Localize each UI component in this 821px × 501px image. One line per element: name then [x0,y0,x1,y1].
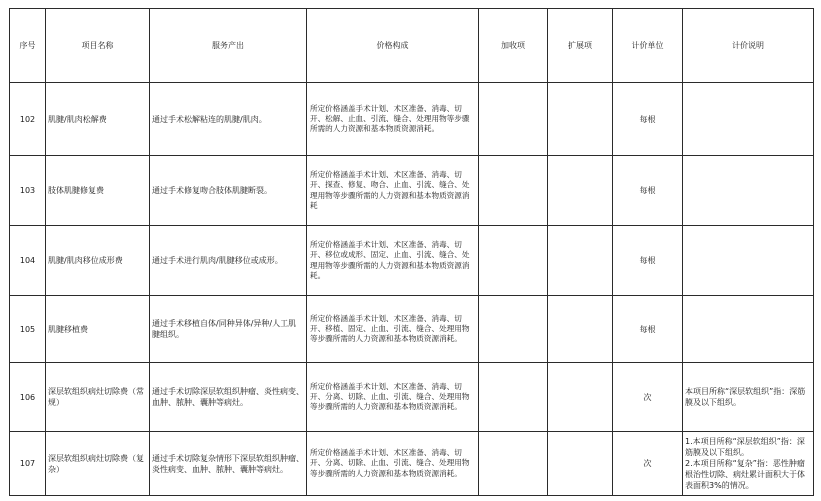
item-name: 肢体肌腱修复费 [46,156,150,226]
header-cell: 扩展项 [548,9,613,83]
extension-cell [548,83,613,156]
price-composition: 所定价格涵盖手术计划、术区准备、消毒、切开、松解、止血、引流、缝合、处理用物等步骤所需的人力资源和基本物质资源消耗。 [307,83,479,156]
surcharge-cell [479,156,548,226]
extension-cell [548,432,613,496]
pricing-note [683,363,814,432]
extension-cell [548,363,613,432]
table-row [10,296,814,363]
service-output: 通过手术切除复杂情形下深层软组织肿瘤、炎性病变、血肿、脓肿、囊肿等病灶。 [150,432,307,496]
service-output: 通过手术进行肌肉/肌腱移位或成形。 [150,226,307,296]
surcharge-cell [479,296,548,363]
service-output: 通过手术切除深层软组织肿瘤、炎性病变、血肿、脓肿、囊肿等病灶。 [150,363,307,432]
item-name: 深层软组织病灶切除费（复杂） [46,432,150,496]
table-row [10,363,814,432]
price-composition: 所定价格涵盖手术计划、术区准备、消毒、切开、移位或成形、固定、止血、引流、缝合、处理用物等步骤所需的人力资源和基本物质资源消耗。 [307,226,479,296]
extension-cell [548,156,613,226]
surcharge-cell [479,432,548,496]
pricing-note [683,83,814,156]
pricing-unit: 每根 [613,83,683,156]
table-row [10,156,814,226]
header-cell: 序号 [10,9,46,83]
service-output: 通过手术松解粘连的肌腱/肌肉。 [150,83,307,156]
header-cell: 服务产出 [150,9,307,83]
extension-cell [548,226,613,296]
pricing-unit: 每根 [613,226,683,296]
service-output: 通过手术修复吻合肢体肌腱断裂。 [150,156,307,226]
price-composition: 所定价格涵盖手术计划、术区准备、消毒、切开、探查、修复、吻合、止血、引流、缝合、处理用物等步骤所需的人力资源和基本物质资源消耗 [307,156,479,226]
item-name: 肌腱/肌肉松解费 [46,83,150,156]
surcharge-cell [479,363,548,432]
extension-cell [548,296,613,363]
row-number: 102 [10,83,46,156]
row-number: 106 [10,363,46,432]
header-cell: 计价单位 [613,9,683,83]
row-number: 103 [10,156,46,226]
item-name: 深层软组织病灶切除费（常规） [46,363,150,432]
pricing-note [683,226,814,296]
header-cell: 项目名称 [46,9,150,83]
item-name: 肌腱移植费 [46,296,150,363]
price-composition: 所定价格涵盖手术计划、术区准备、消毒、切开、分离、切除、止血、引流、缝合、处理用物等步骤所需的人力资源和基本物质资源消耗。 [307,363,479,432]
header-cell: 价格构成 [307,9,479,83]
pricing-unit: 次 [613,363,683,432]
pricing-unit: 每根 [613,156,683,226]
pricing-unit: 每根 [613,296,683,363]
header-cell: 计价说明 [683,9,814,83]
item-name: 肌腱/肌肉移位成形费 [46,226,150,296]
pricing-table [9,8,814,496]
pricing-note [683,156,814,226]
table-row [10,432,814,496]
row-number: 105 [10,296,46,363]
table-row [10,83,814,156]
table-row [10,226,814,296]
pricing-note-line: 2.本项目所称“复杂”指：恶性肿瘤根治性切除、病灶累计面积大于体表面积3%的情况。 [685,459,805,490]
header-row [10,9,814,83]
pricing-note-line: 本项目所称“深层软组织”指：深筋膜及以下组织。 [685,387,806,407]
pricing-unit: 次 [613,432,683,496]
surcharge-cell [479,83,548,156]
pricing-note [683,296,814,363]
row-number: 107 [10,432,46,496]
header-cell: 加收项 [479,9,548,83]
pricing-note-line: 1.本项目所称“深层软组织”指：深筋膜及以下组织。 [685,437,805,457]
surcharge-cell [479,226,548,296]
price-composition: 所定价格涵盖手术计划、术区准备、消毒、切开、移植、固定、止血、引流、缝合、处理用物等步骤所需的人力资源和基本物质资源消耗。 [307,296,479,363]
service-output: 通过手术移植自体/同种异体/异种/人工肌腱组织。 [150,296,307,363]
price-composition: 所定价格涵盖手术计划、术区准备、消毒、切开、分离、切除、止血、引流、缝合、处理用物等步骤所需的人力资源和基本物质资源消耗。 [307,432,479,496]
row-number: 104 [10,226,46,296]
pricing-note [683,432,814,496]
